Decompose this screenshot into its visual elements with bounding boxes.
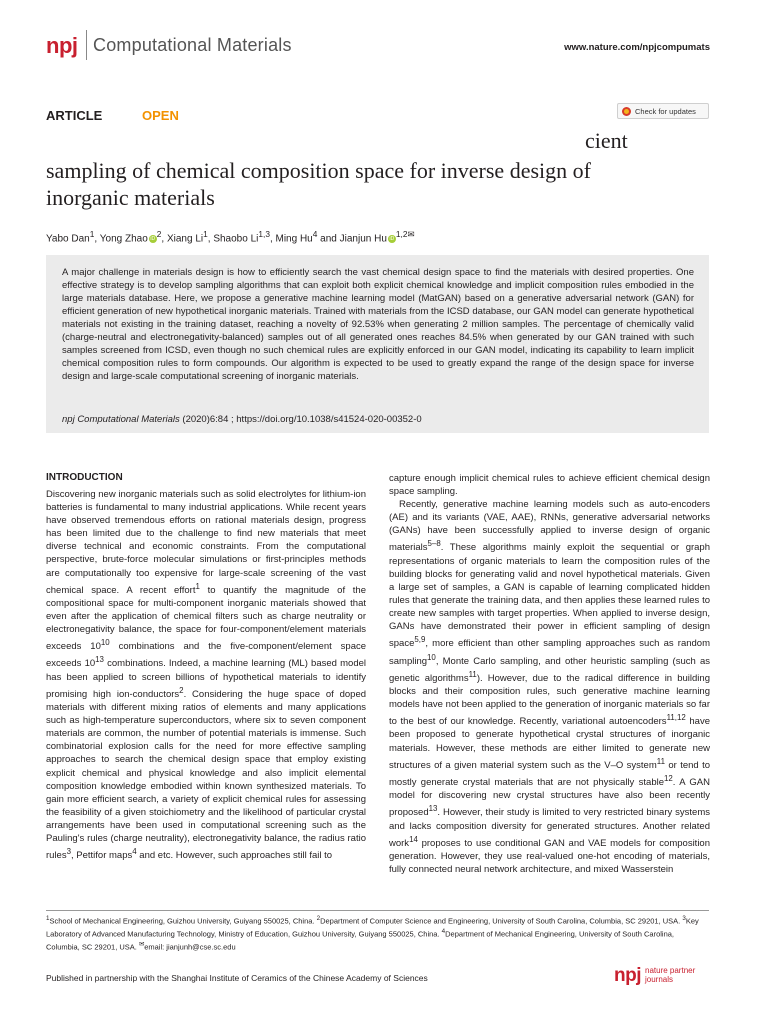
check-updates-label: Check for updates <box>635 106 696 116</box>
affiliations-footnote: $^1$School of Mechanical Engineering, Guizhou University, Guiyang 550025, China. $^2$Department of Computer Science and Engineering, University of South Carolina, Columbia, SC 29201, USA. $^3$Key Laboratory of Advanced Manufacturing Technology, Ministry of Education, Guizhou University, Guiyang 550025, China. $^4$Department of Mechanical Engineering, University of South Carolina, Columbia, SC 29201, USA. ✉email: jianjunh@cse.sc.edu <box>46 915 699 952</box>
left-column <box>46 488 366 862</box>
check-for-updates-button[interactable] <box>617 103 709 119</box>
site-url-link[interactable]: www.nature.com/npjcompumats <box>564 42 710 53</box>
np-line-1: nature partner <box>645 966 696 975</box>
intro-paragraph-1: Discovering new inorganic materials such as solid electrolytes for lithium-ion batteries is fundamental to many industrial applications. While recent years have observed tremendous efforts on rational materials design, progress has been limited due to the challenge to find new materials that meet diverse technical and economic constraints. From the computational perspective, brute-force molecular simulations or first-principles methods are computationally too expensive for large-scale screening of the vast chemical space. A recent effort$^1$ to quantify the magnitude of the compositional space for multi-component inorganic materials showed that even after the application of chemical filters such as charge neutrality or electronegativity balance, the space for four-component/element materials exceeds $10^{10}$ combinations and the five-component/element space exceeds $10^{13}$ combinations. Indeed, a machine learning (ML) based model has been applied to screen billions of hypothetical materials to identify promising high ion-conductors$^2$. Considering the huge space of doped materials with different mixing ratios of elements and many applications such as high-temperature superconductors, where six to seven component materials are common, the number of potential materials is immense. Such combinatorial explosion calls for the need for more effective sampling approaches to search the chemical design space that employ existing explicit chemical and physical knowledge and also implicit elemental composition knowledge embodied within known synthesized materials. To gain more efficient search, a variety of explicit chemical rules for assessing the feasibility of a given stoichiometry and the likelihood of particular crystal arrangements have been used in computational screening such as the Pauling's rules (charge neutrality), electronegativity balance, the radius ratio rules$^3$, Pettifor maps$^4$ and etc. However, such approaches still fail to <box>46 489 367 862</box>
intro-paragraph-2: Recently, generative machine learning models such as auto-encoders (AE) and its variants (VAE, AAE), RNNs, generative adversarial networks (GANs) have been successfully applied to inverse design of organic materials$^{5-8}$. These algorithms mainly exploit the sequential or graph representations of organic materials to learn the composition rules of the building blocks for generating valid and novel hypothetical materials. Given a large set of samples, a GAN is capable of learning complicated hidden rules that generate the training data, and then applies these learned rules to create new samples with target properties. When applied to inverse design, GANs have demonstrated their power in efficient sampling of design space$^{5,9}$, more efficient than other sampling approaches such as random sampling$^{10}$, Monte Carlo sampling, and other heuristic sampling (such as genetic algorithms$^{11}$). However, due to the radical difference in building blocks and their composition rules, such generative machine learning models have not been applied to the generation of inorganic materials so far to the best of our knowledge. Recently, variational autoencoders$^{11,12}$ have been proposed to generate hypothetical crystal structures of inorganic materials. However, these methods are either limited to generate new structures of a given material system such as the V–O system$^{11}$ or tend to mostly generate crystal materials that are not physically stable$^{12}$. A GAN model for discovering new crystal structures have also been recently proposed$^{13}$. However, their study is limited to very restricted binary systems and lacks composition diversity for generated structures. Another related work$^{14}$ proposes to use conditional GAN and VAE models for composition generation. However, they use real-valued one-hot encoding of materials, fully connected neural network architecture, and mixed Wasserstein <box>389 499 711 875</box>
npj-logo: npj <box>46 33 78 58</box>
journal-name: Computational Materials <box>93 35 292 55</box>
citation-doi[interactable]: (2020)6:84 ; https://doi.org/10.1038/s41524-020-00352-0 <box>179 414 422 425</box>
intro-paragraph-1-continued: capture enough implicit chemical rules to achieve efficient chemical design space sampling. <box>389 473 710 498</box>
logo-divider <box>86 30 87 60</box>
nature-partner-logo: npj <box>614 965 641 986</box>
introduction-heading: INTRODUCTION <box>46 472 123 483</box>
author-list[interactable]: Yabo Dan$^1$, Yong Zhao iD $^2$, Xiang Li$^1$, Shaobo Li$^{1,3}$, Ming Hu$^4$ and Jianjun Hu iD $^{1,2✉}$ <box>46 229 415 245</box>
citation-line <box>62 414 422 425</box>
np-line-2: journals <box>645 975 674 984</box>
nature-partner-journals-text <box>645 966 695 984</box>
check-updates-icon <box>622 107 631 116</box>
article-type-label: ARTICLE <box>46 108 103 123</box>
right-column <box>389 472 710 876</box>
title-fragment: cient <box>585 128 628 153</box>
citation-journal: npj Computational Materials <box>62 414 180 425</box>
abstract-text: A major challenge in materials design is how to efficiently search the vast chemical design space to find the materials with desired properties. One effective strategy is to develop sampling algorithms that can exploit both explicit chemical knowledge and implicit composition rules embodied in the large materials database. Here, we propose a generative machine learning model (MatGAN) based on a generative adversarial network (GAN) for efficient generation of new hypothetical inorganic materials. Trained with materials from the ICSD database, our GAN model can generate hypothetical materials not existing in the training dataset, reaching a novelty of 92.53% when generating 2 million samples. The percentage of chemically valid (charge-neutral and electronegativity-balanced) samples out of all generated ones reaches 84.5% when generated by our GAN trained with such samples screened from ICSD, even though no such chemical rules are explicitly enforced in our GAN model, indicating its capability to learn implicit chemical composition rules to form compounds. Our algorithm is expected to be used to greatly expand the range of the design space for inverse design and large-scale computational screening of inorganic materials. <box>62 267 694 382</box>
article-title: sampling of chemical composition space for inverse design of inorganic materials <box>46 158 591 210</box>
partnership-statement: Published in partnership with the Shanghai Institute of Ceramics of the Chinese Academy of Sciences <box>46 973 428 983</box>
footnote-divider <box>46 910 709 911</box>
open-access-label: OPEN <box>142 108 179 123</box>
